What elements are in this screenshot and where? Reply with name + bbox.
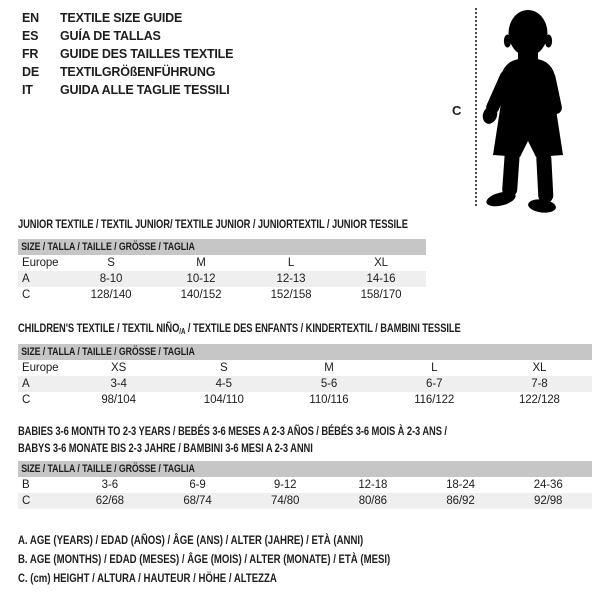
- cell-value: 10-12: [186, 273, 216, 285]
- cell-value: 14-16: [366, 273, 396, 285]
- lang-label: GUÍA DE TALLAS: [60, 29, 161, 43]
- table-row: [18, 477, 592, 493]
- cell-value: XS: [111, 362, 127, 374]
- cell-value: 110/116: [309, 394, 349, 406]
- cell-value: 3-4: [110, 378, 127, 390]
- cell-value: 122/128: [518, 394, 560, 406]
- cell-value: 12-18: [358, 479, 388, 491]
- language-guide-list: [22, 9, 233, 99]
- cell-value: 9-12: [273, 479, 297, 491]
- size-header-bar: [18, 461, 592, 477]
- cell-value: M: [324, 362, 334, 374]
- lang-row-es: [22, 27, 233, 45]
- cell-value: 12-13: [276, 273, 306, 285]
- cell-value: 152/158: [270, 289, 312, 301]
- cell-value: 24-36: [533, 479, 563, 491]
- table-row: [18, 287, 426, 303]
- table-row: [18, 493, 592, 509]
- babies-size-table: [18, 461, 592, 509]
- cell-value: 116/122: [414, 394, 455, 406]
- row-label: Europe: [22, 362, 59, 374]
- lang-code: DE: [22, 65, 39, 79]
- lang-row-fr: [22, 45, 233, 63]
- cell-value: 62/68: [95, 495, 124, 507]
- cell-value: 92/98: [534, 495, 563, 507]
- lang-label: GUIDA ALLE TAGLIE TESSILI: [60, 83, 230, 97]
- size-header-label: SIZE / TALLA / TAILLE / GRÖSSE / TAGLIA: [21, 346, 195, 358]
- row-label: C: [22, 289, 31, 301]
- cell-value: XL: [374, 257, 388, 269]
- lang-code: FR: [22, 47, 39, 61]
- table-row: [18, 360, 592, 376]
- size-header-bar: [18, 344, 592, 360]
- cell-value: L: [431, 362, 438, 374]
- cell-value: 8-10: [99, 273, 123, 285]
- table-rows: [18, 477, 592, 509]
- cell-value: 86/92: [446, 495, 475, 507]
- row-label: C: [22, 394, 31, 406]
- height-measure-label: C: [452, 103, 462, 118]
- lang-label: TEXTILGRÖßENFÜHRUNG: [60, 65, 216, 79]
- babies-table-title: BABIES 3-6 MONTH TO 2-3 YEARS / BEBÉS 3-6 MESES A 2-3 AÑOS / BÉBÉS 3-6 MOIS À 2-3 ANS / BABYS 3-6 MONATE BIS 2-3 JAHRE / BAMBINI 3-6 MESI A 2-3 ANNI: [18, 424, 447, 455]
- lang-code: ES: [22, 29, 39, 43]
- legend-line-a: A. AGE (YEARS) / EDAD (AÑOS) / ÂGE (ANS) / ALTER (JAHRE) / ETÀ (ANNI): [18, 533, 364, 547]
- cell-value: XL: [532, 362, 547, 374]
- cell-value: 80/86: [358, 495, 387, 507]
- lang-code: EN: [22, 11, 39, 25]
- cell-value: 140/152: [180, 289, 222, 301]
- table-row: [18, 255, 426, 271]
- row-label: Europe: [22, 257, 59, 269]
- row-label: A: [22, 378, 30, 390]
- cell-value: 104/110: [203, 394, 244, 406]
- cell-value: M: [196, 257, 206, 269]
- lang-label: TEXTILE SIZE GUIDE: [60, 11, 183, 25]
- size-header-label: SIZE / TALLA / TAILLE / GRÖSSE / TAGLIA: [21, 241, 195, 253]
- cell-value: 68/74: [183, 495, 212, 507]
- cell-value: 3-6: [101, 479, 118, 491]
- lang-row-it: [22, 81, 233, 99]
- row-label: A: [22, 273, 30, 285]
- legend-line-c: C. (cm) HEIGHT / ALTURA / HAUTEUR / HÖHE / ALTEZZA: [18, 571, 277, 585]
- measurement-legend: [18, 531, 483, 588]
- cell-value: S: [107, 257, 115, 269]
- cell-value: 158/170: [360, 289, 402, 301]
- table-rows: [18, 255, 426, 303]
- cell-value: 6-9: [189, 479, 206, 491]
- table-row: [18, 271, 426, 287]
- junior-table-title: JUNIOR TEXTILE / TEXTIL JUNIOR/ TEXTILE JUNIOR / JUNIORTEXTIL / JUNIOR TESSILE: [18, 217, 408, 231]
- children-table-title: CHILDREN'S TEXTILE / TEXTIL $NIÑO_{/A}$ / TEXTILE DES ENFANTS / KINDERTEXTIL / BAMBINI TESSILE: [18, 321, 461, 336]
- cell-value: 5-6: [320, 378, 338, 390]
- size-header-bar: [18, 239, 426, 255]
- cell-value: 18-24: [446, 479, 475, 491]
- cell-value: 98/104: [101, 394, 136, 406]
- table-row: [18, 376, 592, 392]
- height-measure-dotted-line: [475, 8, 477, 206]
- cell-value: L: [287, 257, 295, 269]
- lang-code: IT: [22, 83, 33, 97]
- table-row: [18, 392, 592, 408]
- lang-row-de: [22, 63, 233, 81]
- cell-value: 7-8: [531, 378, 548, 390]
- row-label: B: [22, 479, 30, 491]
- cell-value: S: [220, 362, 228, 374]
- lang-label: GUIDE DES TAILLES TEXTILE: [60, 47, 234, 61]
- row-label: C: [22, 495, 31, 507]
- baby-silhouette-icon: [478, 5, 578, 215]
- legend-line-b: B. AGE (MONTHS) / EDAD (MESES) / ÂGE (MOIS) / ALTER (MONATE) / ETÀ (MESI): [18, 552, 391, 566]
- cell-value: 74/80: [271, 495, 300, 507]
- lang-row-en: [22, 9, 233, 27]
- cell-value: 6-7: [426, 378, 443, 390]
- cell-value: 4-5: [215, 378, 232, 390]
- children-size-table: [18, 344, 592, 408]
- junior-size-table: [18, 239, 426, 303]
- table-rows: [18, 360, 592, 408]
- size-header-label: SIZE / TALLA / TAILLE / GRÖSSE / TAGLIA: [21, 463, 195, 475]
- cell-value: 128/140: [90, 289, 132, 301]
